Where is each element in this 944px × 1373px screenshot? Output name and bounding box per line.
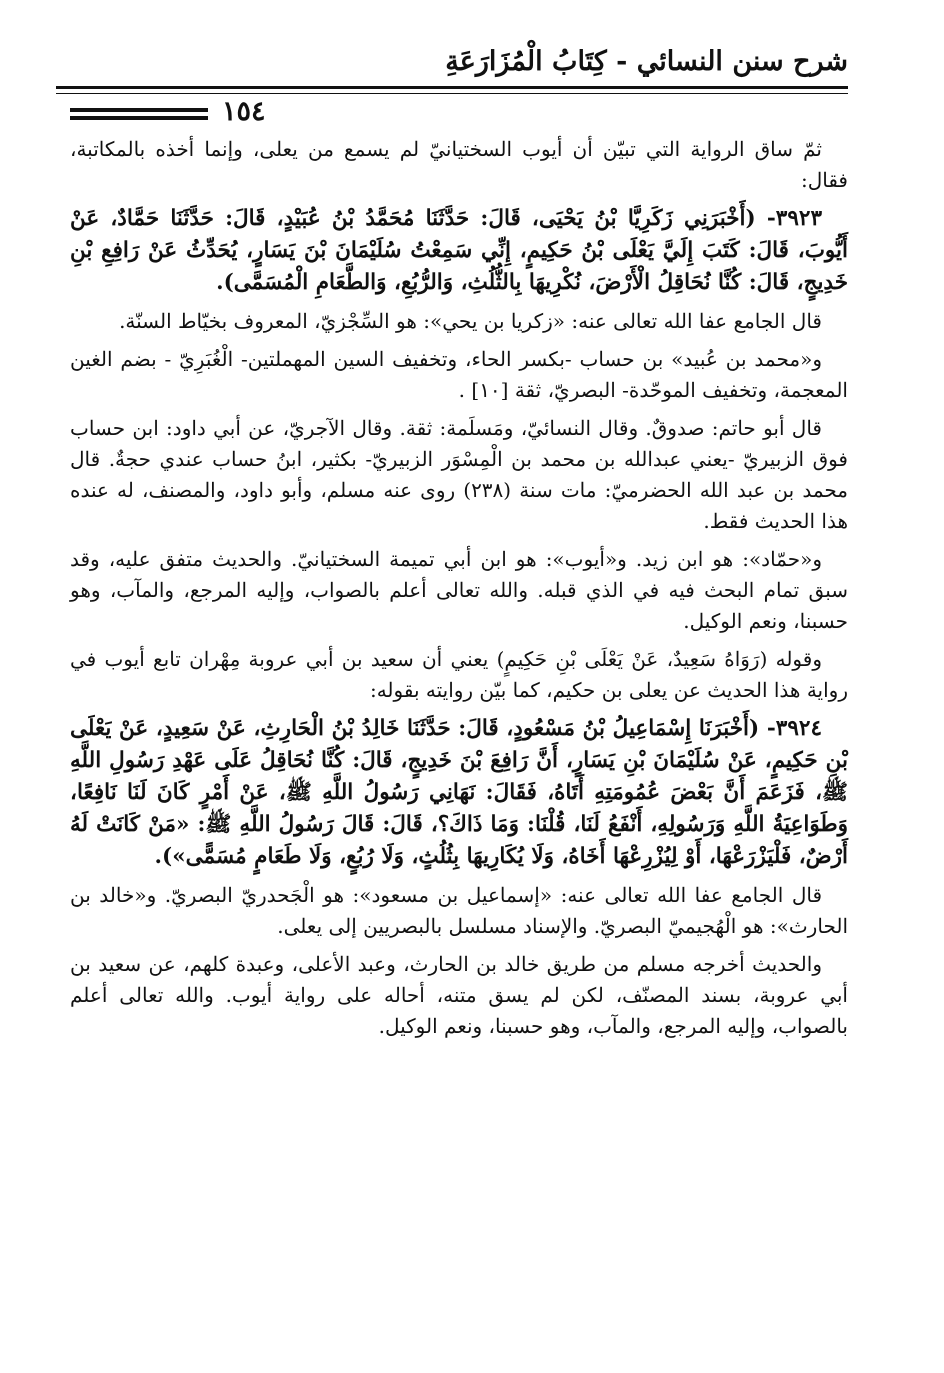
paragraph-abu-hatim: قال أبو حاتم: صدوقٌ. وقال النسائيّ، ومَسلَمة: ثقة. وقال الآجريّ، عن أبي داود: ابن حساب فوق الزبيريّ -يعني عبدالله بن محمد بن الْمِسْوَر الزبيريّ- بكثير، ابنُ حساب عندي حجةٌ. قال محمد بن عبد الله الحضرميّ: مات سنة (٢٣٨) روى عنه مسلم، وأبو داود، والمصنف، له عنده هذا الحديث فقط. <box>70 416 849 533</box>
running-header <box>70 46 848 90</box>
hadith-3924: ٣٩٢٤- (أَخْبَرَنَا إِسْمَاعِيلُ بْنُ مَسْعُودٍ، قَالَ: حَدَّثَنَا خَالِدُ بْنُ الْحَارِثِ، عَنْ سَعِيدٍ، عَنْ يَعْلَى بْنِ حَكِيمٍ، عَنْ سُلَيْمَانَ بْنِ يَسَارٍ، أَنَّ رَافِعَ بْنَ خَدِيجٍ، قَالَ: كُنَّا نُحَاقِلُ عَلَى عَهْدِ رَسُولِ اللَّهِ ﷺ، فَزَعَمَ أَنَّ بَعْضَ عُمُومَتِهِ أَتَاهُ، فَقَالَ: نَهَانِي رَسُولُ اللَّهِ ﷺ، عَنْ أَمْرٍ كَانَ لَنَا نَافِعًا، وَطَوَاعِيَةُ اللَّهِ وَرَسُولِهِ، أَنْفَعُ لَنَا، قُلْنَا: وَمَا ذَاكَ؟، قَالَ: قَالَ رَسُولُ اللَّهِ ﷺ: «مَنْ كَانَتْ لَهُ أَرْضٌ، فَلْيَزْرَعْهَا، أَوْ لِيُزْرِعْهَا أَخَاهُ، وَلَا يُكَارِيهَا بِثُلُثٍ، وَلَا رُبُعٍ، وَلَا طَعَامٍ مُسَمًّى»). <box>70 716 848 869</box>
paragraph-commentary-ismail: قال الجامع عفا الله تعالى عنه: «إسماعيل بن مسعود»: هو الْجَحدريّ البصريّ. و«خالد بن الحارث»: هو الْهُجيميّ البصريّ. والإسناد مسلسل بالبصريين إلى يعلى. <box>70 883 848 938</box>
paragraph-hammad: و«حمّاد»: هو ابن زيد. و«أيوب»: هو ابن أبي تميمة السختيانيّ. والحديث متفق عليه، وقد سبق تمام البحث فيه في الذي قبله. والله تعالى أعلم بالصواب، وإليه المرجع، والمآب، وهو حسبنا، ونعم الوكيل. <box>70 547 848 633</box>
page-number: ١٥٤ <box>222 96 266 127</box>
header-title: شرح سنن النسائي - كِتَابُ الْمُزَارَعَةِ <box>445 46 848 77</box>
hadith-3923: ٣٩٢٣- (أَخْبَرَنِي زَكَرِيَّا بْنُ يَحْيَى، قَالَ: حَدَّثَنَا مُحَمَّدُ بْنُ عُبَيْدٍ، قَالَ: حَدَّثَنَا حَمَّادٌ، عَنْ أَيُّوبَ، قَالَ: كَتَبَ إِلَيَّ يَعْلَى بْنُ حَكِيمٍ، إِنِّي سَمِعْتُ سُلَيْمَانَ بْنَ يَسَارٍ، يُحَدِّثُ عَنْ رَافِعِ بْنِ خَدِيجٍ، قَالَ: كُنَّا نُحَاقِلُ الْأَرْضَ، نُكْرِيهَا بِالثُّلُثِ، وَالرُّبُعِ، وَالطَّعَامِ الْمُسَمَّى). <box>70 206 848 295</box>
header-rule <box>56 86 848 89</box>
header-rule-thin <box>56 93 848 94</box>
paragraph-rawahu-said: وقوله (رَوَاهُ سَعِيدٌ، عَنْ يَعْلَى بْنِ حَكِيمٍ) يعني أن سعيد بن أبي عروبة مِهْران تابع أيوب في رواية هذا الحديث عن يعلى بن حكيم، كما بيّن روايته بقوله: <box>70 647 848 702</box>
paragraph-muhammad-ibn-ubayd: و«محمد بن عُبيد» بن حساب -بكسر الحاء، وتخفيف السين المهملتين- الْغُبَرِيّ - بضم الغين المعجمة، وتخفيف الموحّدة- البصريّ، ثقة [١٠] . <box>70 347 848 402</box>
paragraph-commentary-zakariya: قال الجامع عفا الله تعالى عنه: «زكريا بن يحي»: هو السِّجْزيّ، المعروف بخيّاط السنّة. <box>119 309 822 333</box>
page-content <box>70 134 848 1042</box>
page-number-row <box>70 98 848 134</box>
page-number-bar <box>70 108 208 120</box>
paragraph-intro: ثمّ ساق الرواية التي تبيّن أن أيوب السختيانيّ لم يسمع من يعلى، وإنما أخذه بالمكاتبة، فقال: <box>70 137 848 192</box>
paragraph-takhrij: والحديث أخرجه مسلم من طريق خالد بن الحارث، وعبد الأعلى، وعبدة كلهم، عن سعيد بن أبي عروبة، بسند المصنّف، لكن لم يسق متنه، أحاله على رواية أيوب. والله تعالى أعلم بالصواب، وإليه المرجع، والمآب، وهو حسبنا، ونعم الوكيل. <box>70 952 848 1038</box>
